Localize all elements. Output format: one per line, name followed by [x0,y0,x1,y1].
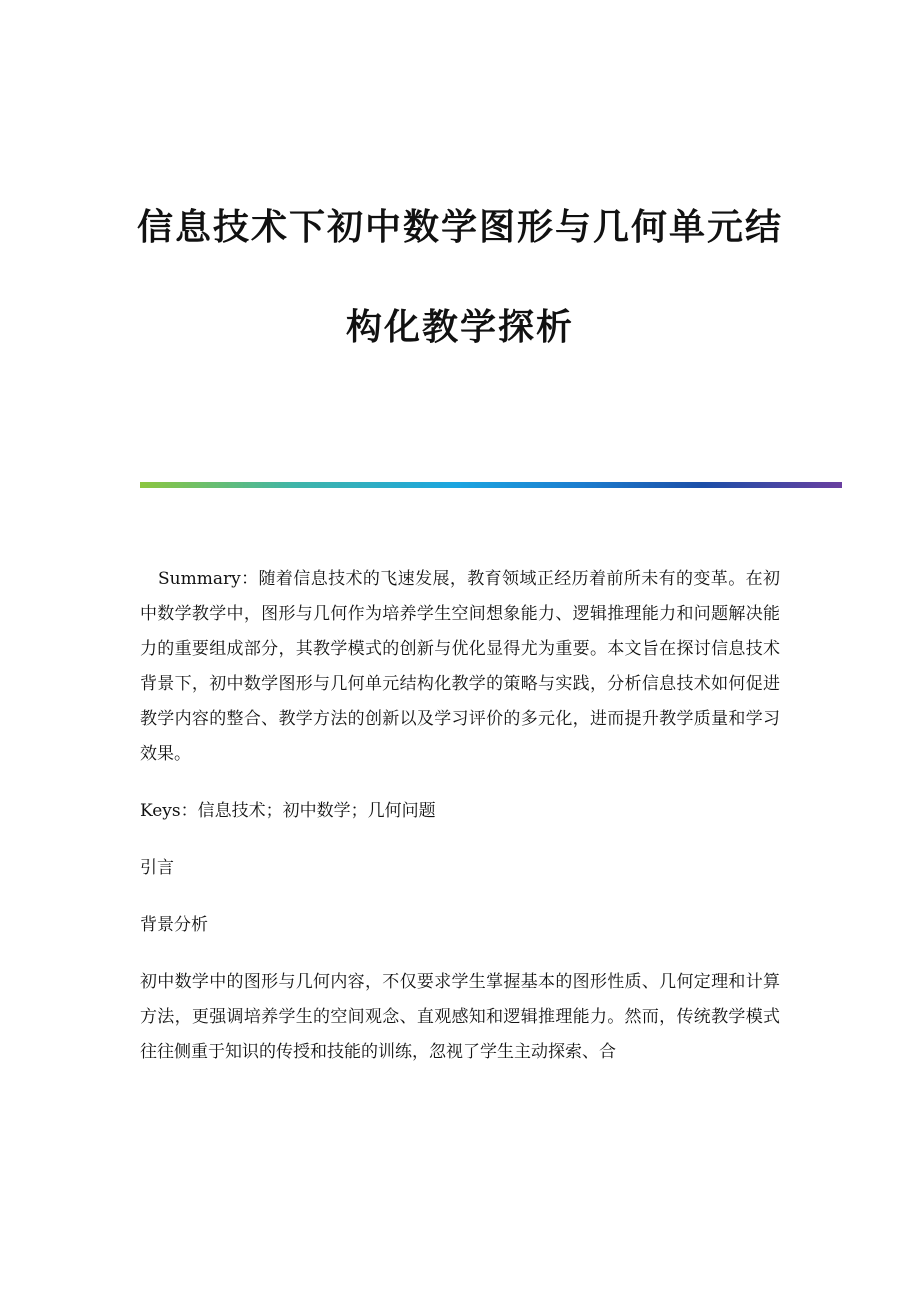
body-paragraph: 初中数学中的图形与几何内容，不仅要求学生掌握基本的图形性质、几何定理和计算方法，更强调培养学生的空间观念、直观感知和逻辑推理能力。然而，传统教学模式往往侧重于知识的传授和技能的训练，忽视了学生主动探索、合 [140,972,780,1062]
keys-text: 信息技术；初中数学；几何问题 [197,801,436,821]
summary-paragraph [140,562,780,772]
summary-text: 随着信息技术的飞速发展，教育领域正经历着前所未有的变革。在初中数学教学中，图形与几何作为培养学生空间想象能力、逻辑推理能力和问题解决能力的重要组成部分，其教学模式的创新与优化显得尤为重要。本文旨在探讨信息技术背景下，初中数学图形与几何单元结构化教学的策略与实践，分析信息技术如何促进教学内容的整合、教学方法的创新以及学习评价的多元化，进而提升教学质量和学习效果。 [140,569,781,764]
summary-label: Summary： [158,569,259,589]
document-body [140,562,780,1070]
keys-label: Keys： [140,801,198,821]
heading-introduction: 引言 [140,858,174,878]
title-line-2: 构化教学探析 [345,307,574,348]
keywords-line [140,794,780,829]
title-divider [140,482,842,488]
document-title [0,208,920,348]
title-line-1: 信息技术下初中数学图形与几何单元结 [136,207,783,248]
heading-background: 背景分析 [140,915,208,935]
